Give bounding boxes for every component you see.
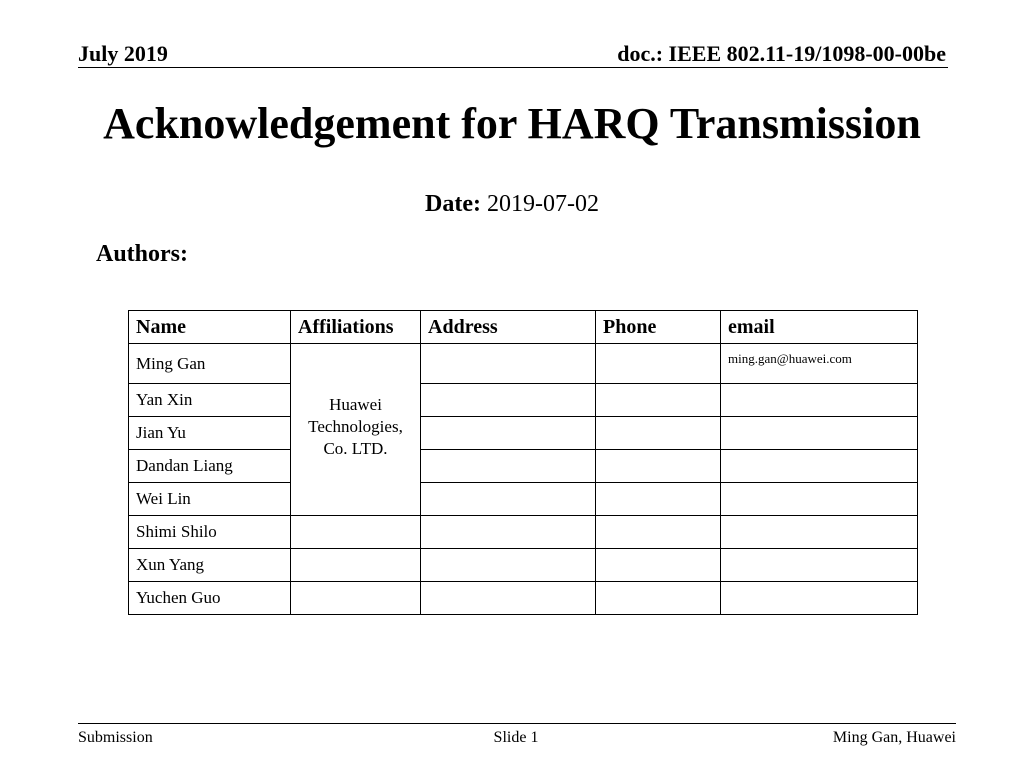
- author-name: Dandan Liang: [129, 450, 291, 483]
- table-row: [129, 450, 918, 483]
- table-row: [129, 417, 918, 450]
- table-row: [129, 516, 918, 549]
- affiliation-cell: Huawei Technologies, Co. LTD.: [291, 344, 421, 516]
- table-row: [129, 483, 918, 516]
- table-row: [129, 384, 918, 417]
- table-row: [129, 549, 918, 582]
- address-cell: [421, 549, 596, 582]
- affiliation-cell: [291, 582, 421, 615]
- email-cell: [721, 450, 918, 483]
- authors-table: [128, 310, 918, 615]
- address-cell: [421, 417, 596, 450]
- author-name: Xun Yang: [129, 549, 291, 582]
- table-row: [129, 582, 918, 615]
- email-cell: ming.gan@huawei.com: [721, 344, 918, 384]
- phone-cell: [596, 450, 721, 483]
- column-header-phone: Phone: [596, 311, 721, 344]
- date-value: 2019-07-02: [486, 191, 599, 217]
- footer-author: Ming Gan, Huawei: [832, 729, 956, 746]
- address-cell: [421, 450, 596, 483]
- email-cell: [721, 582, 918, 615]
- email-cell: [721, 483, 918, 516]
- phone-cell: [596, 483, 721, 516]
- phone-cell: [596, 582, 721, 615]
- authors-label: Authors:: [96, 241, 189, 267]
- date-label: Date:: [425, 191, 481, 217]
- header-doc-id: doc.: IEEE 802.11-19/1098-00-00be: [617, 41, 946, 66]
- author-name: Jian Yu: [129, 417, 291, 450]
- email-cell: [721, 384, 918, 417]
- header-divider: [78, 67, 948, 68]
- phone-cell: [596, 417, 721, 450]
- author-name: Wei Lin: [129, 483, 291, 516]
- slide-title: Acknowledgement for HARQ Transmission: [103, 99, 921, 148]
- phone-cell: [596, 344, 721, 384]
- address-cell: [421, 344, 596, 384]
- email-cell: [721, 549, 918, 582]
- author-name: Yan Xin: [129, 384, 291, 417]
- table-row: [129, 344, 918, 384]
- address-cell: [421, 384, 596, 417]
- author-name: Ming Gan: [129, 344, 291, 384]
- phone-cell: [596, 516, 721, 549]
- footer-submission: Submission: [78, 729, 153, 746]
- footer-slide-number: Slide 1: [493, 729, 539, 746]
- email-cell: [721, 516, 918, 549]
- phone-cell: [596, 384, 721, 417]
- address-cell: [421, 582, 596, 615]
- address-cell: [421, 516, 596, 549]
- affiliation-cell: [291, 549, 421, 582]
- header-date: July 2019: [78, 41, 168, 66]
- author-name: Yuchen Guo: [129, 582, 291, 615]
- column-header-affiliations: Affiliations: [291, 311, 421, 344]
- author-name: Shimi Shilo: [129, 516, 291, 549]
- date-line: [0, 188, 1024, 220]
- table-header-row: [129, 311, 918, 344]
- column-header-name: Name: [129, 311, 291, 344]
- column-header-address: Address: [421, 311, 596, 344]
- phone-cell: [596, 549, 721, 582]
- affiliation-cell: [291, 516, 421, 549]
- address-cell: [421, 483, 596, 516]
- footer-divider: [78, 723, 956, 724]
- column-header-email: email: [721, 311, 918, 344]
- email-cell: [721, 417, 918, 450]
